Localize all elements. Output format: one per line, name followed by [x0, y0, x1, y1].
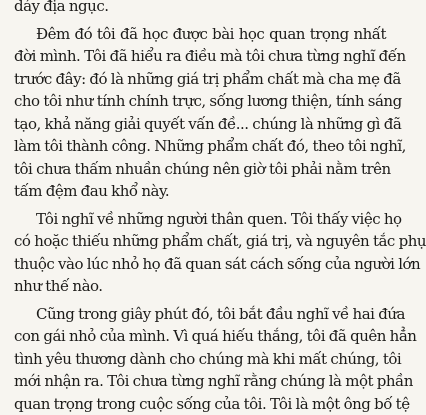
text-line: có hoặc thiếu những phẩm chất, giá trị, và nguyên tắc phụ [14, 230, 386, 253]
text-line: con gái nhỏ của mình. Vì quá hiếu thắng, tôi đã quên hẳn [14, 325, 386, 348]
text-line: Tôi nghĩ về những người thân quen. Tôi thấy việc họ [14, 208, 386, 231]
text-line: như thế nào. [14, 275, 386, 298]
text-line: tình yêu thương dành cho chúng mà khi mất chúng, tôi [14, 348, 386, 371]
text-line: cho tôi như tính chính trực, sống lương thiện, tính sáng [14, 90, 386, 113]
text-line: Cũng trong giây phút đó, tôi bắt đầu nghĩ về hai đứa [14, 303, 386, 326]
paragraph-2 [14, 23, 386, 203]
paragraph-1 [14, 0, 386, 18]
paragraph-3 [14, 208, 386, 298]
text-line: dáy địa ngục. [14, 0, 386, 18]
text-column [14, 0, 386, 415]
text-line: thuộc vào lúc nhỏ họ đã quan sát cách sống của người lớn [14, 253, 386, 276]
text-line: tôi chưa thấm nhuần chúng nên giờ tôi phải nằm trên [14, 158, 386, 181]
text-line: đời mình. Tôi đã hiểu ra điều mà tôi chưa từng nghĩ đến [14, 45, 386, 68]
text-line: làm tôi thành công. Những phẩm chất đó, theo tôi nghĩ, [14, 135, 386, 158]
paragraph-4 [14, 303, 386, 415]
text-line: trước đây: đó là những giá trị phẩm chất mà cha mẹ đã [14, 68, 386, 91]
text-line: mới nhận ra. Tôi chưa từng nghĩ rằng chúng là một phần [14, 370, 386, 393]
text-line: tấm đệm đau khổ này. [14, 180, 386, 203]
text-line: tạo, khả năng giải quyết vấn đề... chúng là những gì đã [14, 113, 386, 136]
text-line: Đêm đó tôi đã học được bài học quan trọng nhất [14, 23, 386, 46]
text-line: quan trọng trong cuộc sống của tôi. Tôi là một ông bố tệ [14, 393, 386, 415]
